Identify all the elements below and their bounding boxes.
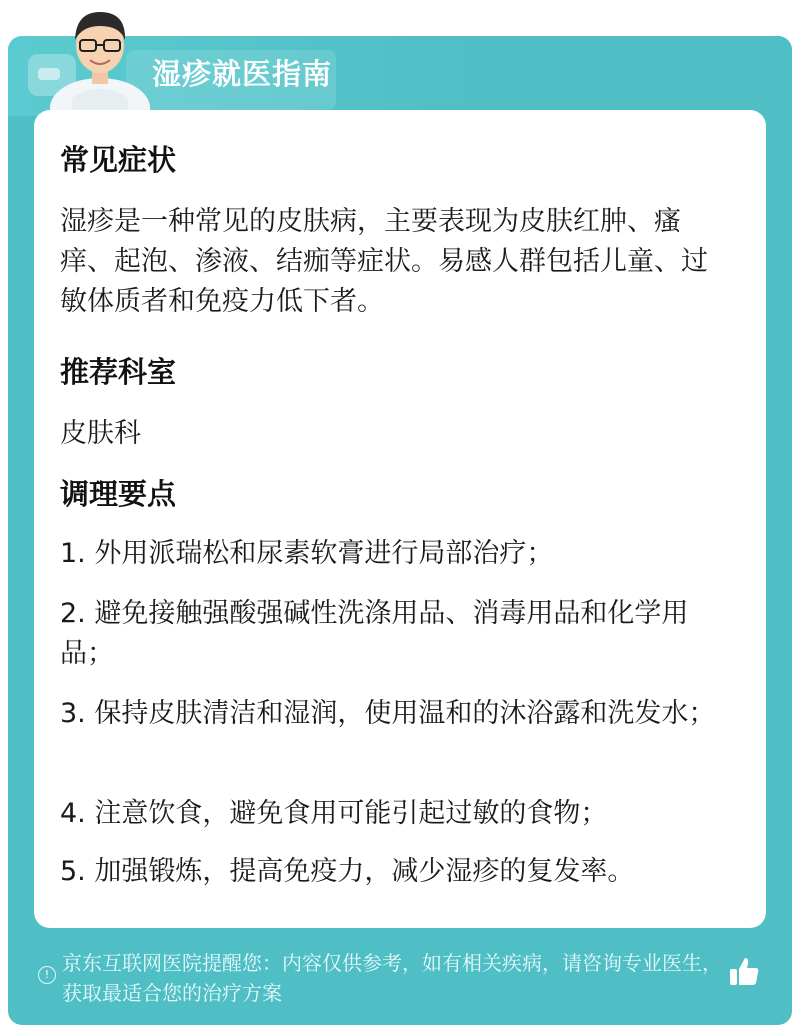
content-panel (34, 110, 766, 928)
doctor-avatar (42, 0, 158, 110)
care-item-2: 2. 避免接触强酸强碱性洗涤用品、消毒用品和化学用品； (60, 598, 689, 669)
thumbs-up-icon[interactable] (726, 954, 762, 990)
footer-notice: 京东互联网医院提醒您：内容仅供参考，如有相关疾病，请咨询专业医生，获取最适合您的治疗方案 (62, 951, 722, 1005)
info-icon: ! (38, 966, 56, 984)
care-item-3: 3. 保持皮肤清洁和湿润，使用温和的沐浴露和洗发水； (60, 698, 716, 729)
care-item-1: 1. 外用派瑞松和尿素软膏进行局部治疗； (60, 538, 554, 569)
symptoms-text: 湿疹是一种常见的皮肤病，主要表现为皮肤红肿、瘙痒、起泡、渗液、结痂等症状。易感人群包括儿童、过敏体质者和免疫力低下者。 (60, 206, 708, 317)
footer (34, 946, 774, 1016)
department-heading: 推荐科室 (60, 355, 177, 389)
care-heading: 调理要点 (60, 477, 177, 511)
symptoms-heading: 常见症状 (60, 143, 177, 177)
page-title: 湿疹就医指南 (152, 57, 333, 91)
department-text: 皮肤科 (60, 418, 141, 449)
care-item-4: 4. 注意饮食，避免食用可能引起过敏的食物； (60, 798, 608, 829)
care-item-5: 5. 加强锻炼，提高免疫力，减少湿疹的复发率。 (60, 856, 635, 887)
